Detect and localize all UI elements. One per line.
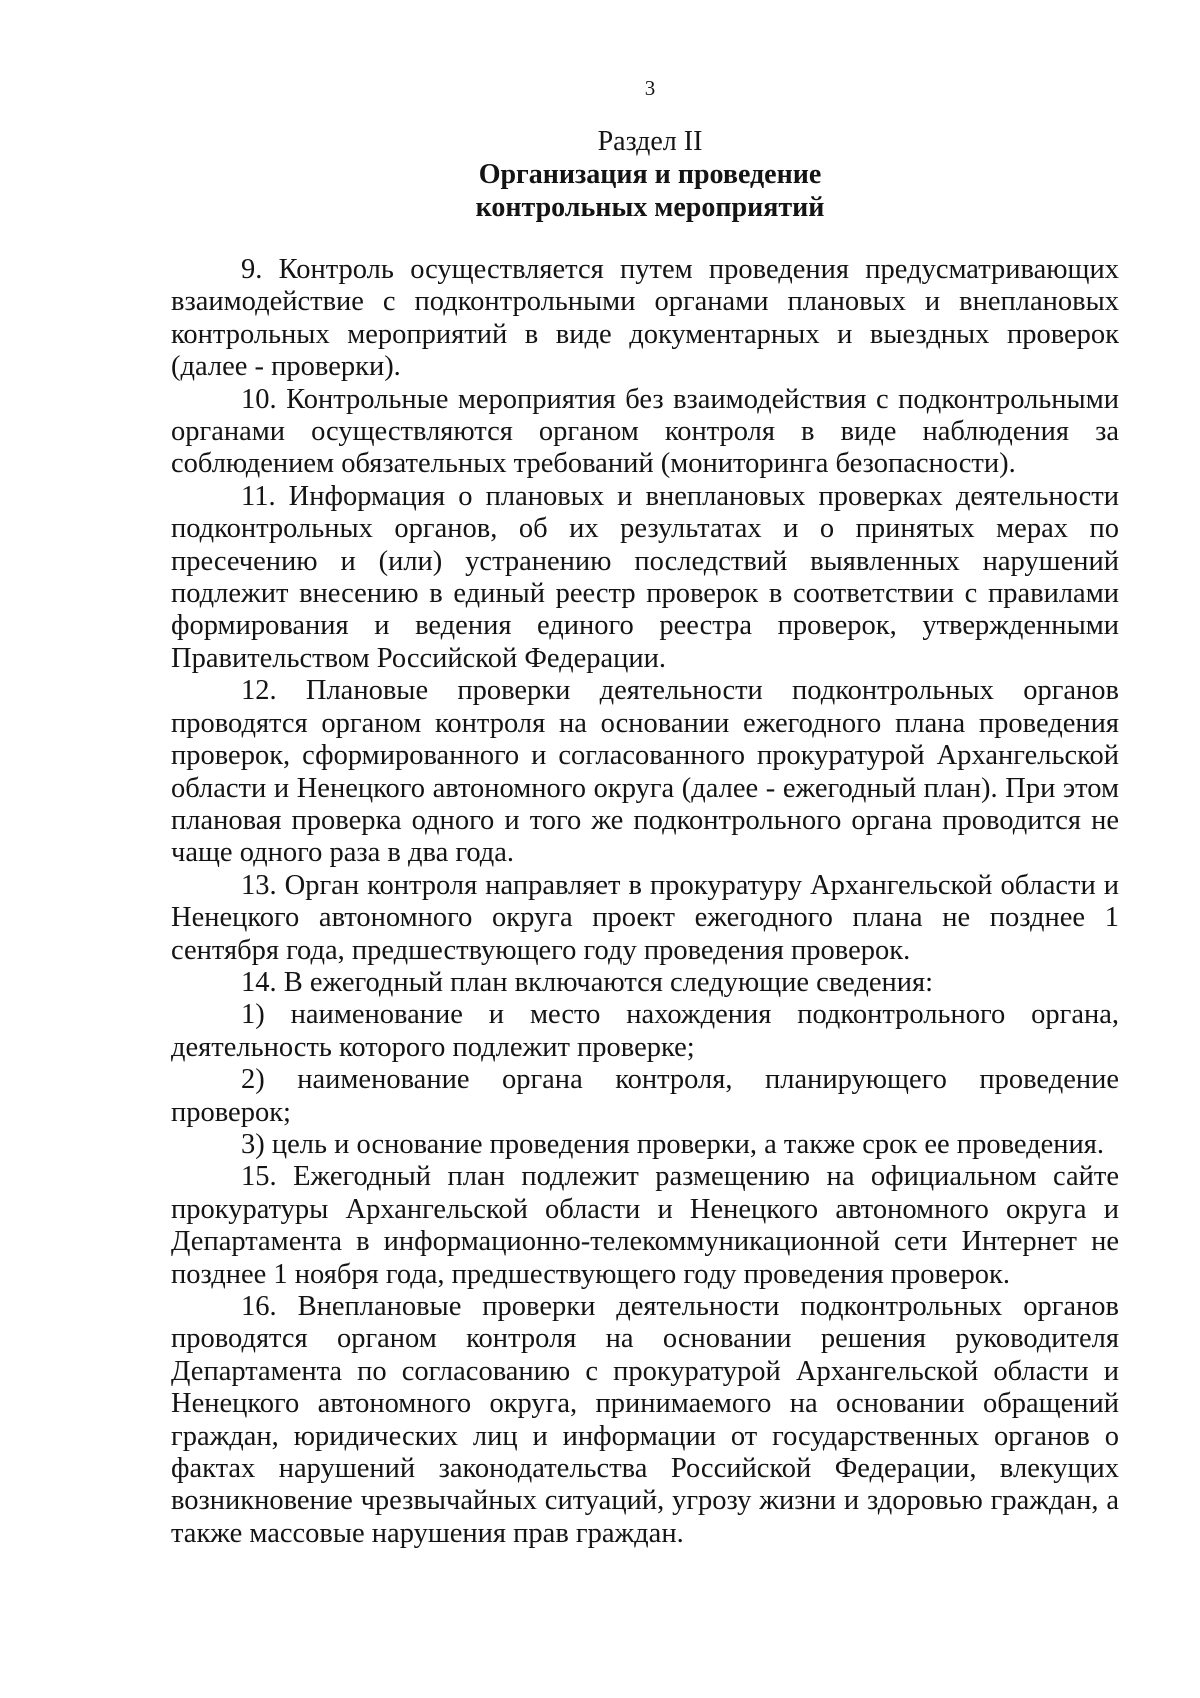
list-item-2: 2) наименование органа контроля, планирующего проведение проверок; — [171, 1064, 1119, 1128]
paragraph-14: 14. В ежегодный план включаются следующие сведения: — [241, 966, 934, 998]
list-item-1: 1) наименование и место нахождения подконтрольного органа, деятельность которого подлежит проверке; — [171, 999, 1119, 1063]
paragraph-16: 16. Внеплановые проверки деятельности подконтрольных органов проводятся органом контроля на основании решения руководителя Департамента по согласованию с прокуратурой Архангельской области и Ненецкого автономного округа, принимаемого на основании обращений граждан, юридических лиц и информации от государственных органов о фактах нарушений законодательства Российской Федерации, влекущих возникновение чрезвычайных ситуаций, угрозу жизни и здоровью граждан, а также массовые нарушения прав граждан. — [171, 1291, 1119, 1549]
section-title-line-2: контрольных мероприятий — [475, 192, 825, 223]
paragraph-15: 15. Ежегодный план подлежит размещению на официальном сайте прокуратуры Архангельской области и Ненецкого автономного округа и Департамента в информационно-телекоммуникационной сети Интернет не позднее 1 ноября года, предшествующего году проведения проверок. — [171, 1161, 1119, 1290]
document-body — [171, 254, 1119, 1550]
section-title-line-1: Организация и проведение — [478, 159, 822, 190]
list-item-3: 3) цель и основание проведения проверки, а также срок ее проведения. — [241, 1128, 1105, 1160]
page-number: 3 — [644, 76, 656, 100]
section-header — [50, 126, 1200, 224]
paragraph-13: 13. Орган контроля направляет в прокуратуру Архангельской области и Ненецкого автономного округа проект ежегодного плана не позднее 1 сентября года, предшествующего году проведения проверок. — [171, 869, 1119, 966]
paragraph-11: 11. Информация о плановых и внеплановых проверках деятельности подконтрольных органов, об их результатах и о принятых мерах по пресечению и (или) устранению последствий выявленных нарушений подлежит внесению в единый реестр проверок в соответствии с правилами формирования и ведения единого реестра проверок, утвержденными Правительством Российской Федерации. — [171, 480, 1119, 674]
paragraph-9: 9. Контроль осуществляется путем проведения предусматривающих взаимодействие с подконтрольными органами плановых и внеплановых контрольных мероприятий в виде документарных и выездных проверок (далее - проверки). — [171, 254, 1119, 383]
section-label: Раздел II — [597, 126, 703, 157]
paragraph-10: 10. Контрольные мероприятия без взаимодействия с подконтрольными органами осуществляются органом контроля в виде наблюдения за соблюдением обязательных требований (мониторинга безопасности). — [171, 383, 1119, 480]
paragraph-12: 12. Плановые проверки деятельности подконтрольных органов проводятся органом контроля на основании ежегодного плана проведения проверок, сформированного и согласованного прокуратурой Архангельской области и Ненецкого автономного округа (далее - ежегодный план). При этом плановая проверка одного и того же подконтрольного органа проводится не чаще одного раза в два года. — [171, 675, 1119, 869]
